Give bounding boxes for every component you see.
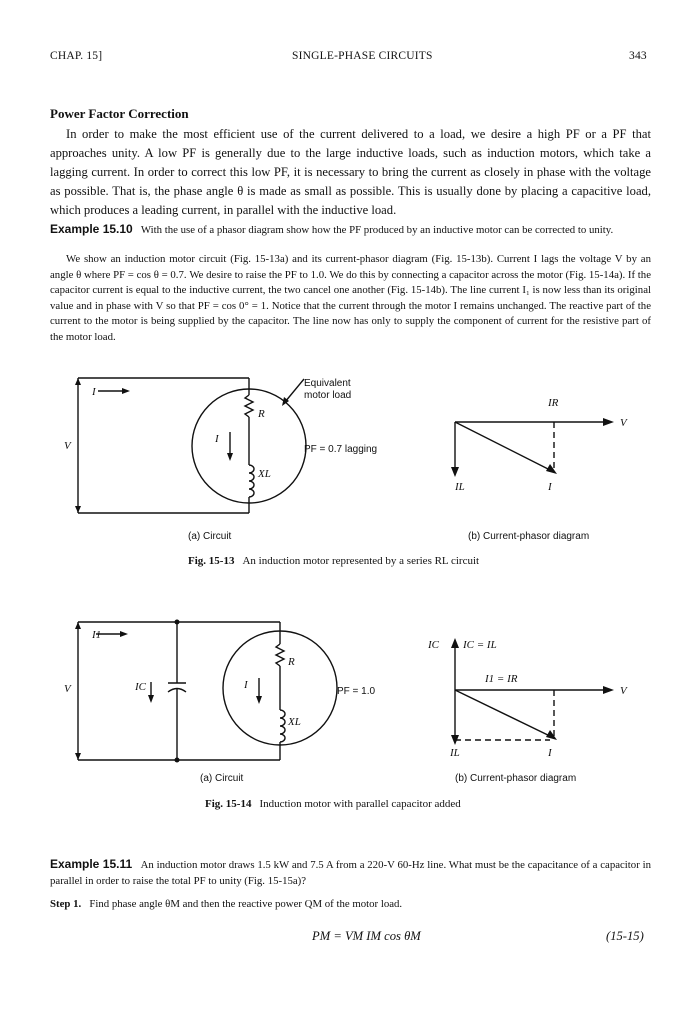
label-xl-2: XL	[288, 716, 301, 728]
step-label: Step 1.	[50, 898, 82, 910]
label-phasor-i: I	[548, 481, 552, 493]
example-15-11-question-text: An induction motor draws 1.5 kW and 7.5 A from a 220-V 60-Hz line. What must be the capacitance of a capacitor in parallel in order to raise the total PF to unity (Fig. 15-15a)?	[50, 859, 651, 887]
example-15-10-label: Example 15.10	[50, 222, 133, 236]
label-i1-equals-ir: I1 = IR	[485, 673, 518, 685]
label-equivalent: Equivalent	[304, 378, 351, 389]
label-v: V	[64, 440, 71, 452]
label-r: R	[258, 408, 265, 420]
fig-15-13-caption-text: An induction motor represented by a series RL circuit	[242, 555, 480, 567]
fig-15-14-sub-a: (a) Circuit	[200, 773, 244, 784]
label-phasor-i-2: I	[548, 747, 552, 759]
equation: PM = VM IM cos θM	[312, 929, 421, 943]
label-pf-2: PF = 1.0	[337, 686, 376, 697]
running-title: SINGLE-PHASE CIRCUITS	[292, 50, 433, 62]
label-il: IL	[455, 481, 465, 493]
label-il-2: IL	[450, 747, 460, 759]
fig-15-14-sub-b: (b) Current-phasor diagram	[455, 773, 577, 784]
label-phasor-v: V	[620, 417, 627, 429]
label-xl: XL	[258, 468, 271, 480]
example-15-10-question	[50, 222, 651, 239]
label-ic: IC	[135, 681, 146, 693]
fig-15-13-caption	[188, 555, 479, 567]
label-motor-i-2: I	[244, 679, 248, 691]
label-v-2: V	[64, 683, 71, 695]
example-15-11-step	[50, 897, 651, 913]
label-phasor-ic: IC	[428, 639, 439, 651]
label-ic-equals-il: IC = IL	[463, 639, 497, 651]
label-r-2: R	[288, 656, 295, 668]
fig-15-14-caption	[205, 798, 461, 810]
example-15-10-answer-text: We show an induction motor circuit (Fig. 15-13a) and its current-phasor diagram (Fig. 15-13b). Current I lags the voltage V by an angle θ where PF = cos θ = 0.7. We desire to raise the PF to 1.0. We do this by connecting a capacitor across the motor (Fig. 15-14a). If the capacitor current is equal to the inductive current, the two cancel one another (Fig. 15-14b). The line current I₁ is now less than its original value and in phase with V so that PF = cos 0° = 1. Notice that the current through the motor I remains unchanged. The reactive part of the current to the motor is being supplied by the capacitor. The line now has only to supply the component of current for the resistive part of the motor load.	[50, 253, 651, 343]
label-pf: PF = 0.7 lagging	[304, 444, 378, 455]
label-motor-load: motor load	[304, 390, 352, 401]
fig-15-14-number: Fig. 15-14	[205, 798, 252, 810]
section-heading: Power Factor Correction	[50, 106, 189, 121]
section-paragraph-text: In order to make the most efficient use of the current delivered to a load, we desire a high PF or a PF that approaches unity. A low PF is generally due to the large inductive loads, such as induction motors, which take a lagging current. In order to correct this low PF, it is necessary to bring the current as closely in phase with the voltage as possible. That is, the phase angle θ is made as small as possible. This is usually done by placing a capacitive load, which produces a leading current, in parallel with the inductive load.	[50, 127, 651, 217]
example-15-10-answer	[50, 252, 651, 346]
label-i: I	[92, 386, 96, 398]
label-motor-i: I	[215, 433, 219, 445]
section-paragraph	[50, 125, 651, 220]
fig-15-14-phasor	[0, 615, 698, 775]
page-number: 343	[629, 50, 647, 62]
example-15-11-label: Example 15.11	[50, 857, 133, 871]
example-15-11-question	[50, 857, 651, 889]
fig-15-14-caption-text: Induction motor with parallel capacitor added	[259, 798, 461, 810]
fig-15-13-sub-b: (b) Current-phasor diagram	[468, 531, 590, 542]
example-15-10-question-text: With the use of a phasor diagram show how the PF produced by an inductive motor can be corrected to unity.	[140, 224, 614, 236]
label-i1: I1	[92, 629, 102, 641]
label-phasor-v-2: V	[620, 685, 627, 697]
fig-15-13-number: Fig. 15-13	[188, 555, 235, 567]
label-ir: IR	[548, 397, 559, 409]
chapter-label: CHAP. 15]	[50, 50, 103, 62]
fig-15-13-sub-a: (a) Circuit	[188, 531, 232, 542]
equation-number: (15-15)	[606, 929, 644, 943]
fig-15-13-phasor	[0, 370, 698, 530]
step-text: Find phase angle θM and then the reactive power QM of the motor load.	[89, 898, 403, 910]
